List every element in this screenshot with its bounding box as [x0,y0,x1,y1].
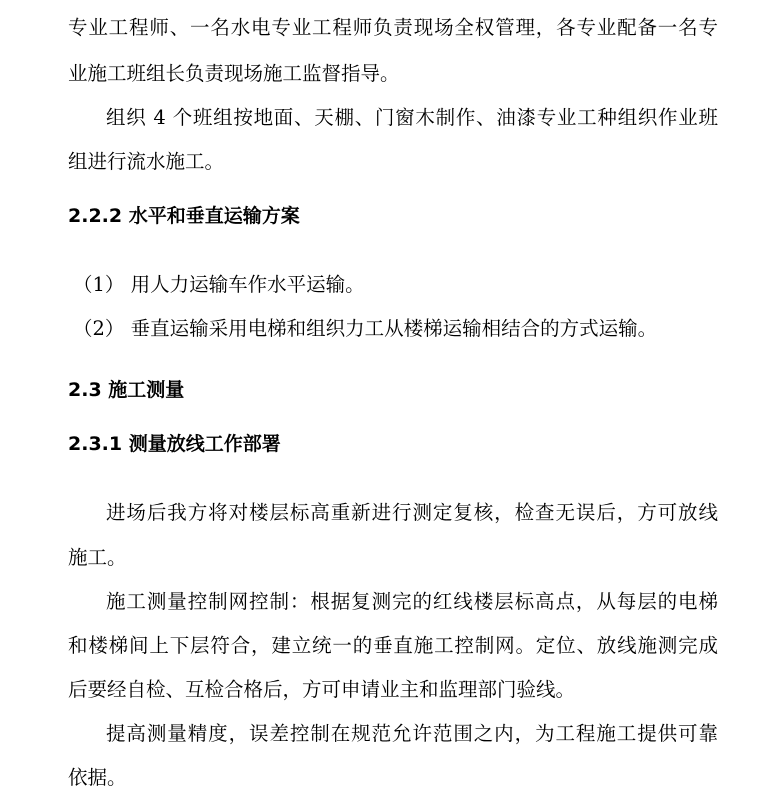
paragraph-line: 组进行流水施工。 [68,150,225,173]
paragraph-line: 和楼梯间上下层符合，建立统一的垂直施工控制网。定位、放线施测完成 [68,634,718,657]
paragraph-line: 施工测量控制网控制：根据复测完的红线楼层标高点，从每层的电梯 [106,590,718,613]
paragraph-line: 后要经自检、互检合格后，方可申请业主和监理部门验线。 [68,678,576,701]
section-heading-2-2-2: 2.2.2 水平和垂直运输方案 [68,205,300,227]
list-item: （2） 垂直运输采用电梯和组织力工从楼梯运输相结合的方式运输。 [73,317,658,340]
paragraph-line: 施工。 [68,546,127,569]
paragraph-line: 进场后我方将对楼层标高重新进行测定复核，检查无误后，方可放线 [106,501,718,524]
paragraph-line: 组织 4 个班组按地面、天棚、门窗木制作、油漆专业工种组织作业班 [106,106,718,129]
paragraph-line: 业施工班组长负责现场施工监督指导。 [68,62,400,85]
section-heading-2-3: 2.3 施工测量 [68,379,185,401]
paragraph-line: 提高测量精度，误差控制在规范允许范围之内，为工程施工提供可靠 [106,722,718,745]
paragraph-line: 依据。 [68,766,127,789]
paragraph-line: 专业工程师、一名水电专业工程师负责现场全权管理，各专业配备一名专 [68,16,718,39]
section-heading-2-3-1: 2.3.1 测量放线工作部署 [68,433,281,455]
list-item: （1） 用人力运输车作水平运输。 [73,273,365,296]
